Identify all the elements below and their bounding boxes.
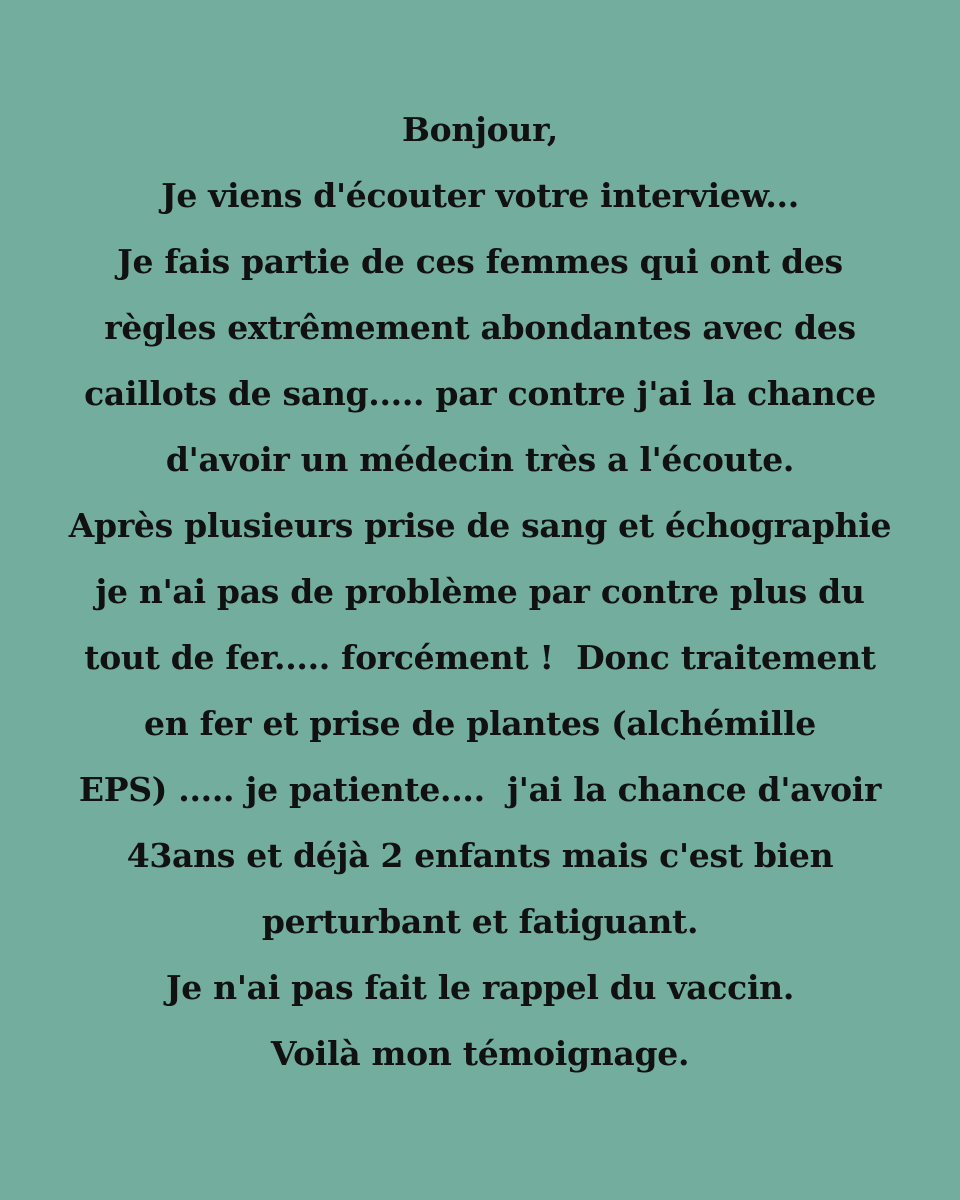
text-line: Je fais partie de ces femmes qui ont des xyxy=(117,242,843,281)
text-line: Voilà mon témoignage. xyxy=(270,1034,690,1073)
text-line: Bonjour, xyxy=(402,110,558,149)
text-line: Je n'ai pas fait le rappel du vaccin. xyxy=(165,968,795,1007)
text-line: en fer et prise de plantes (alchémille xyxy=(144,704,816,743)
text-line: tout de fer..... forcément ! Donc traitement xyxy=(84,638,876,677)
text-line: je n'ai pas de problème par contre plus du xyxy=(95,572,865,611)
text-line: 43ans et déjà 2 enfants mais c'est bien xyxy=(126,836,834,875)
text-line: perturbant et fatiguant. xyxy=(261,902,699,941)
text-line: règles extrêmement abondantes avec des xyxy=(104,308,856,347)
text-line: Je viens d'écouter votre interview... xyxy=(161,176,799,215)
testimonial-text xyxy=(40,97,920,1087)
text-line: EPS) ..... je patiente.... j'ai la chance d'avoir xyxy=(78,770,882,809)
text-line: d'avoir un médecin très a l'écoute. xyxy=(165,440,795,479)
text-line: caillots de sang..... par contre j'ai la chance xyxy=(84,374,876,413)
text-line: Après plusieurs prise de sang et échographie xyxy=(68,506,892,545)
